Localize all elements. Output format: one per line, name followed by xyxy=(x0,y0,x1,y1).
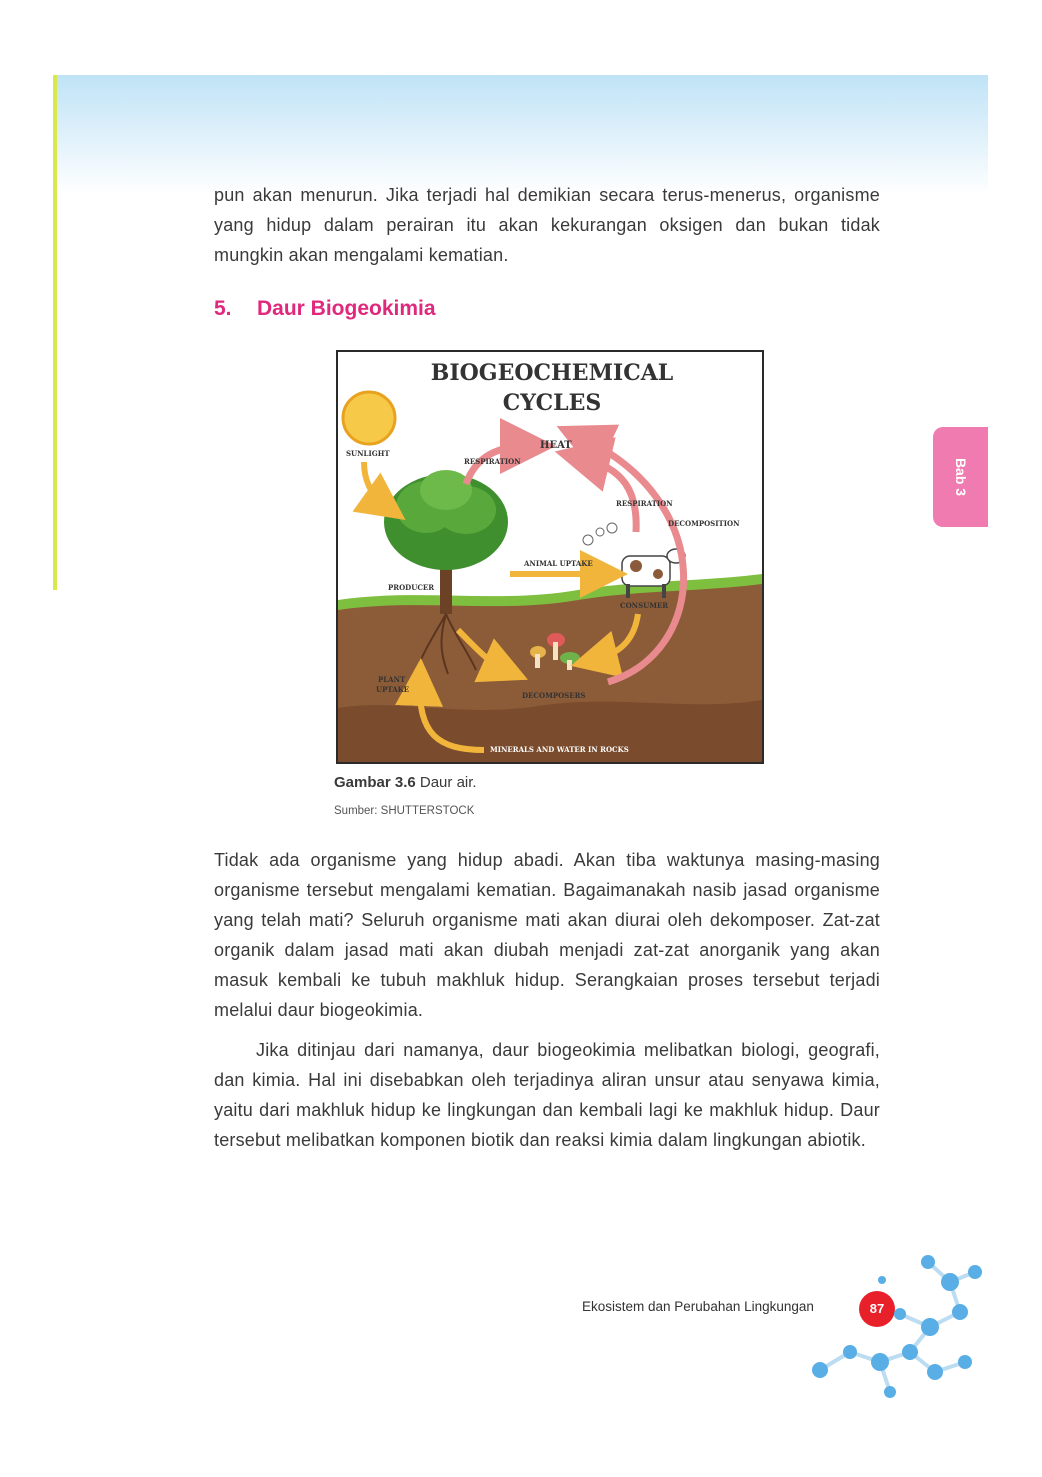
label-minerals: MINERALS AND WATER IN ROCKS xyxy=(490,745,629,754)
chapter-tab[interactable] xyxy=(933,427,988,527)
chapter-tab-label: Bab 3 xyxy=(952,457,969,497)
section-title: Daur Biogeokimia xyxy=(257,297,436,320)
left-accent-rule xyxy=(53,75,57,590)
label-decomposition: DECOMPOSITION xyxy=(668,519,740,528)
label-heat: HEAT xyxy=(540,440,572,451)
section-number: 5. xyxy=(214,297,232,320)
label-producer: PRODUCER xyxy=(388,583,435,592)
footer-chapter-title: Ekosistem dan Perubahan Lingkungan xyxy=(582,1299,814,1314)
figure-title-line1: BIOGEOCHEMICAL xyxy=(430,360,674,386)
header-band xyxy=(53,75,988,195)
cow-icon xyxy=(622,556,670,586)
label-respiration-animal: RESPIRATION xyxy=(616,499,673,508)
label-sunlight: SUNLIGHT xyxy=(346,449,390,458)
label-consumer: CONSUMER xyxy=(620,601,669,610)
paragraph-decomposer: Tidak ada organisme yang hidup abadi. Akan tiba waktunya masing-masing organisme tersebut mengalami kematian. Bagaimanakah nasib jasad organisme yang telah mati? Seluruh organisme mati akan diurai oleh dekomposer. Zat-zat organik dalam jasad mati akan diubah menjadi zat-zat anorganik yang akan masuk kembali ke tubuh makhluk hidup. Serangkaian proses tersebut terjadi melalui daur biogeokimia. xyxy=(214,850,880,1020)
caption-label: Gambar 3.6 xyxy=(334,774,416,791)
paragraph-intro: pun akan menurun. Jika terjadi hal demikian secara terus-menerus, organisme yang hidup dalam perairan itu akan kekurangan oksigen dan bukan tidak mungkin akan mengalami kematian. xyxy=(214,185,880,265)
biogeochemical-cycle-figure xyxy=(336,350,764,764)
label-animal-uptake: ANIMAL UPTAKE xyxy=(524,559,593,568)
page-number-badge: 87 xyxy=(859,1291,895,1327)
molecule-decoration-icon xyxy=(800,1252,990,1402)
figure-source: Sumber: SHUTTERSTOCK xyxy=(334,805,475,817)
label-respiration-tree: RESPIRATION xyxy=(464,457,521,466)
section-heading xyxy=(214,297,436,321)
figure-title-line2: CYCLES xyxy=(502,390,602,416)
label-decomposers: DECOMPOSERS xyxy=(522,691,586,700)
figure-caption xyxy=(334,774,477,791)
sun-icon xyxy=(343,392,395,444)
label-uptake: UPTAKE xyxy=(376,685,410,694)
label-plant: PLANT xyxy=(378,675,406,684)
caption-text: Daur air. xyxy=(415,774,477,791)
paragraph-biogeochemistry: Jika ditinjau dari namanya, daur biogeokimia melibatkan biologi, geografi, dan kimia. Hal ini disebabkan oleh terjadinya aliran unsur atau senyawa kimia, yaitu dari makhluk hidup ke lingkungan dan kembali lagi ke makhluk hidup. Daur tersebut melibatkan komponen biotik dan reaksi kimia dalam lingkungan abiotik. xyxy=(214,1040,880,1150)
cycle-illustration xyxy=(338,352,762,762)
